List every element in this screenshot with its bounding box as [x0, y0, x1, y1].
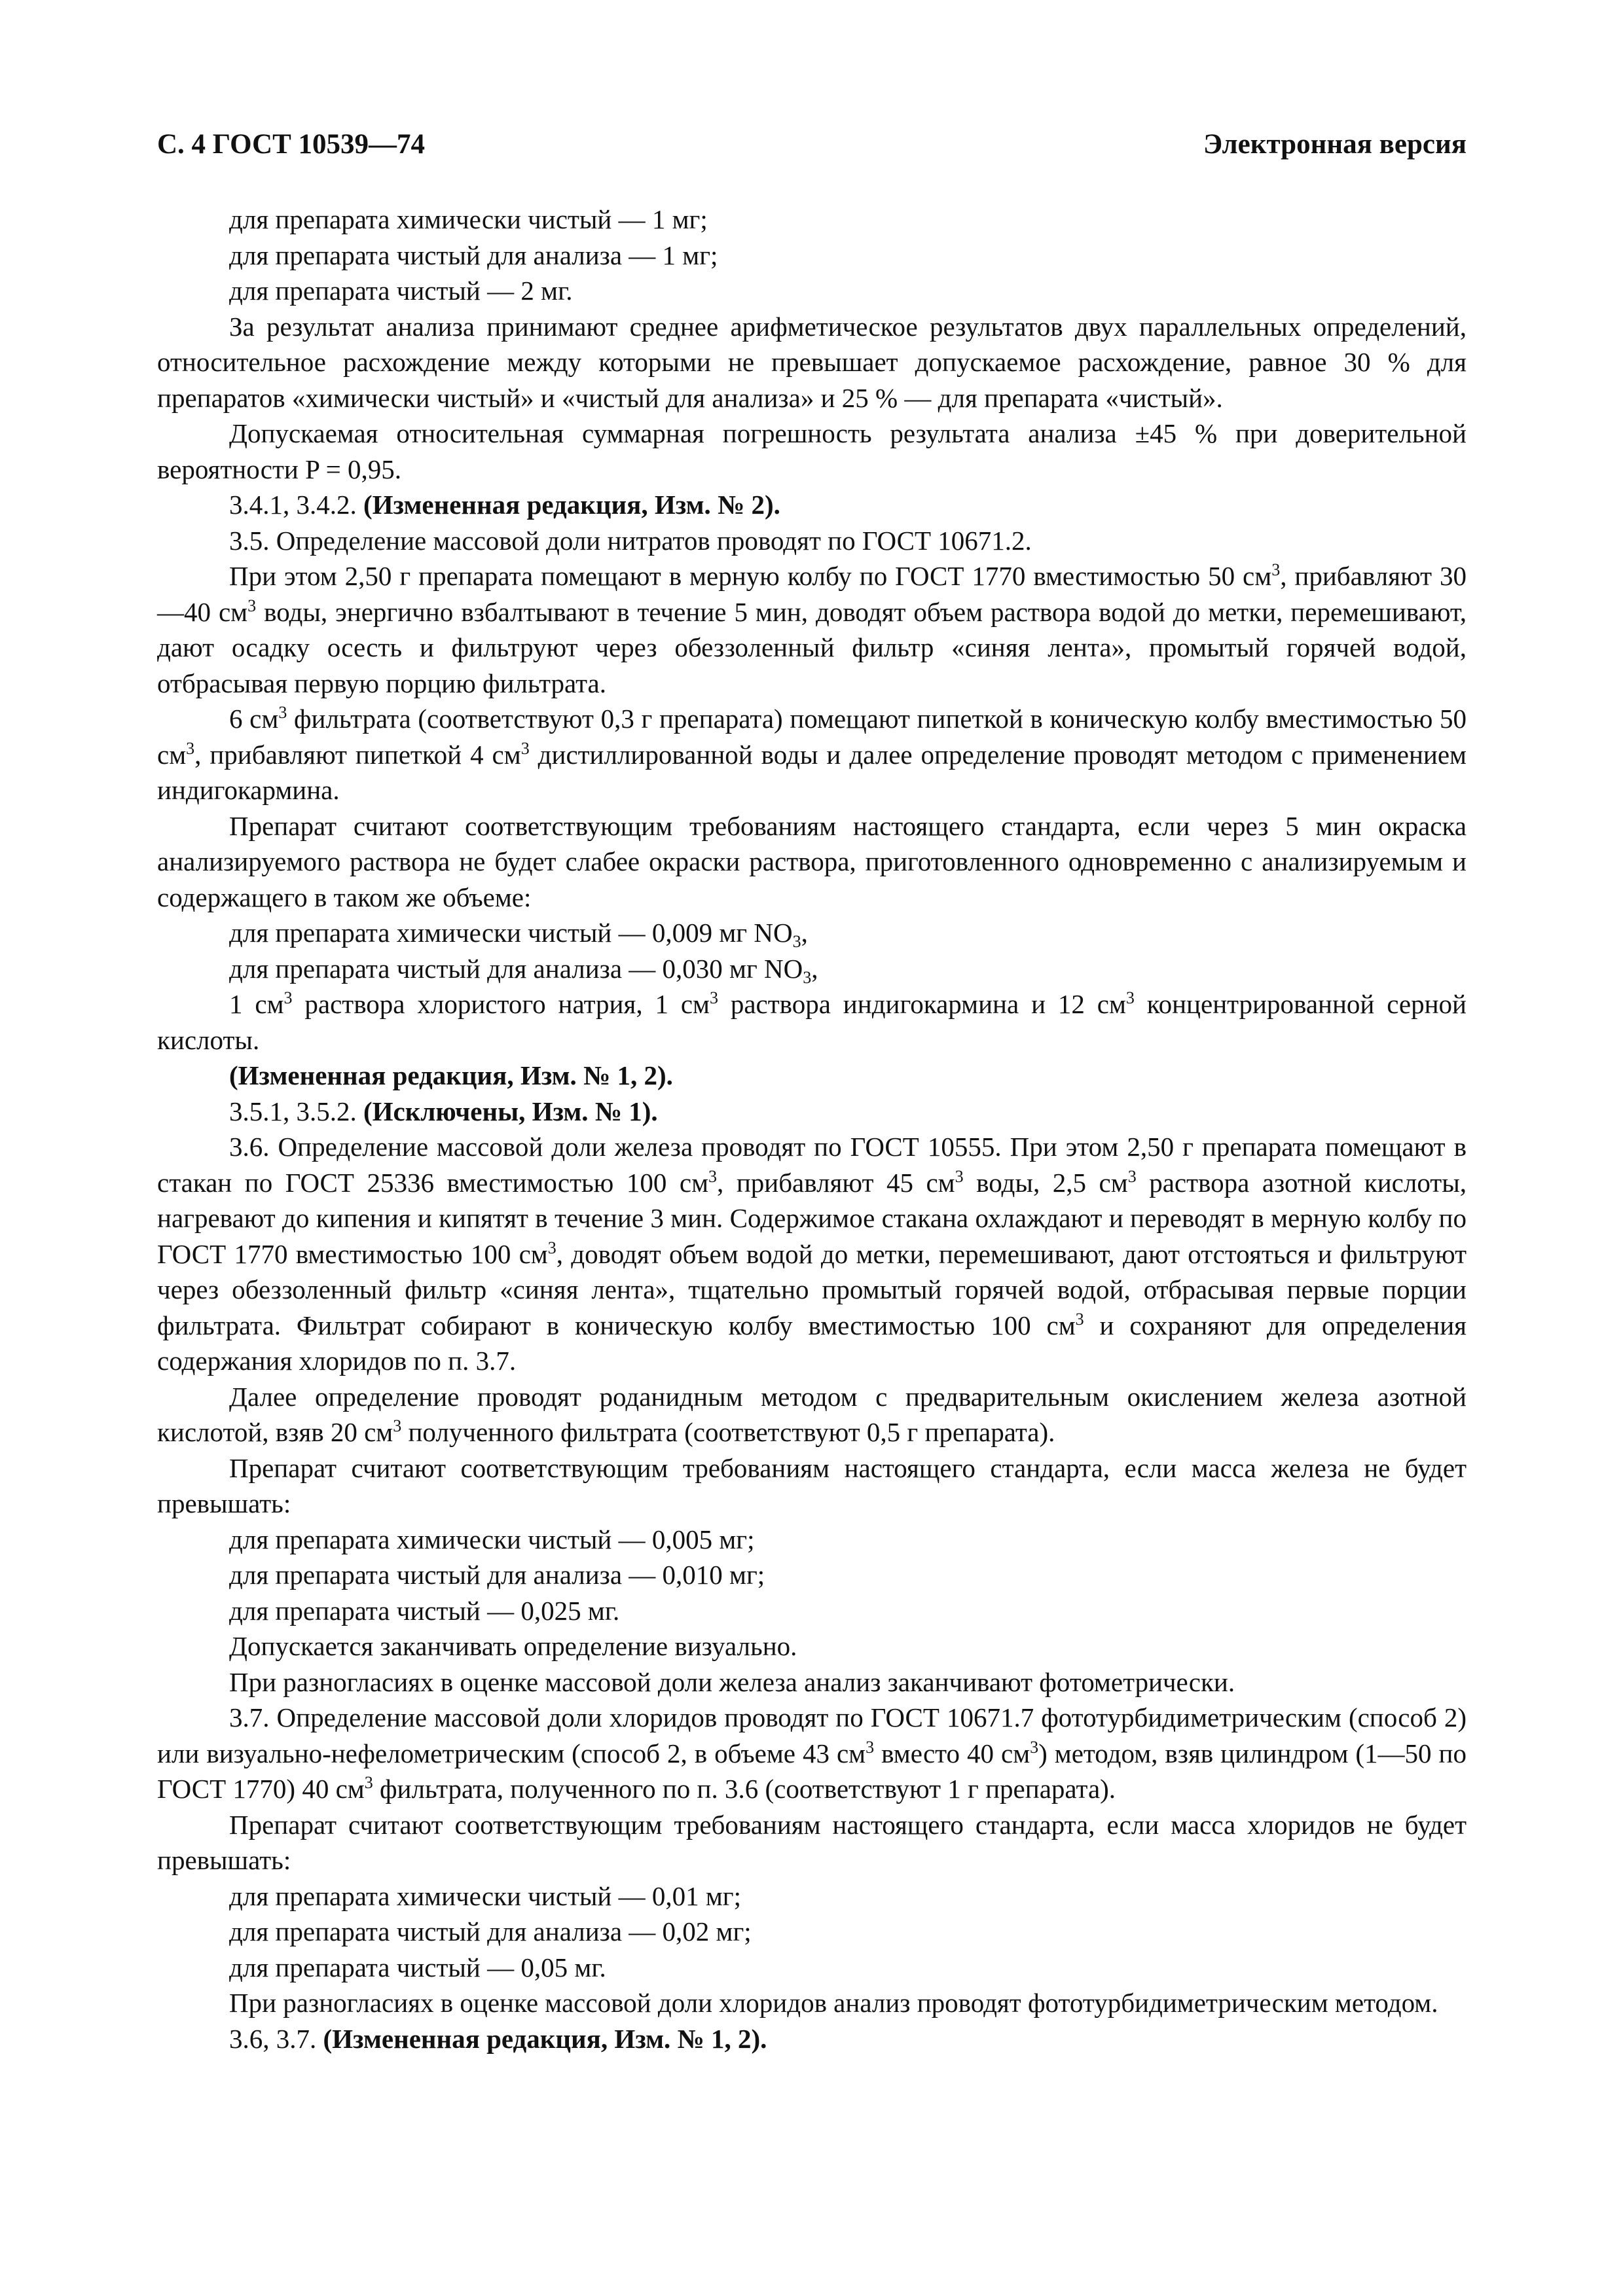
paragraph: При разногласиях в оценке массовой доли железа анализ заканчивают фотометрически. [229, 1666, 1235, 1697]
paragraph: для препарата чистый — 0,025 мг. [229, 1595, 620, 1626]
paragraph: При этом 2,50 г препарата помещают в мерную колбу по ГОСТ 1770 вместимостью 50 $см^3$, прибавляют 30—40 $см^3$ воды, энергично взбалтывают в течение 5 мин, доводят объем раствора водой до метки, перемешивают, дают осадку осесть и фильтруют через обеззоленный фильтр «синяя лента», промытый горячей водой, отбрасывая первую порцию фильтрата. [157, 560, 1467, 698]
paragraph: 3.6. Определение массовой доли железа проводят по ГОСТ 10555. При этом 2,50 г препарата помещают в стакан по ГОСТ 25336 вместимостью 100 $см^3$, прибавляют 45 $см^3$ воды, 2,5 $см^3$ раствора азотной кислоты, нагревают до кипения и кипятят в течение 3 мин. Содержимое стакана охлаждают и переводят в мерную колбу по ГОСТ 1770 вместимостью 100 $см^3$, доводят объем водой до метки, перемешивают, дают отстояться и фильтруют через обеззоленный фильтр «синяя лента», тщательно промытый горячей водой, отбрасывая первые порции фильтрата. Фильтрат собирают в коническую колбу вместимостью 100 $см^3$ и сохраняют для определения содержания хлоридов по п. 3.7. [157, 1132, 1467, 1376]
paragraph: 1 $см^3$ раствора хлористого натрия, 1 $см^3$ раствора индигокармина и 12 $см^3$ концентрированной серной кислоты. [157, 988, 1467, 1055]
document-reference: С. 4 ГОСТ 10539—74 [157, 129, 426, 160]
paragraph: Допускается заканчивать определение визуально. [229, 1631, 797, 1661]
document-body [157, 202, 1467, 2056]
amendment-note: 3.4.1, 3.4.2. (Измененная редакция, Изм. № 2). [229, 490, 780, 520]
paragraph: 6 $см^3$ фильтрата (соответствуют 0,3 г препарата) помещают пипеткой в коническую колбу вместимостью 50 $см^3$, прибавляют пипеткой 4 $см^3$ дистиллированной воды и далее определение проводят методом с применением индигокармина. [157, 703, 1467, 805]
paragraph: 3.7. Определение массовой доли хлоридов проводят по ГОСТ 10671.7 фототурбидиметрическим (способ 2) или визуально-нефелометрическим (способ 2, в объеме 43 $см^3$ вместо 40 $см^3$) методом, взяв цилиндром (1—50 по ГОСТ 1770) 40 $см^3$ фильтрата, полученного по п. 3.6 (соответствуют 1 г препарата). [157, 1702, 1467, 1804]
paragraph: для препарата химически чистый — 0,005 мг; [229, 1524, 755, 1554]
paragraph: для препарата чистый — 0,05 мг. [229, 1952, 606, 1982]
amendment-note: 3.6, 3.7. (Измененная редакция, Изм. № 1, 2). [229, 2023, 767, 2054]
paragraph: для препарата химически чистый — 1 мг; [229, 204, 708, 234]
paragraph: для препарата чистый для анализа — 0,010 мг; [229, 1560, 765, 1590]
paragraph: для препарата чистый — 2 мг. [229, 276, 573, 306]
paragraph: Далее определение проводят роданидным методом с предварительным окислением железа азотной кислотой, взяв 20 $см^3$ полученного фильтрата (соответствуют 0,5 г препарата). [157, 1381, 1467, 1447]
paragraph: Допускаемая относительная суммарная погрешность результата анализа ±45 % при доверительной вероятности P = 0,95. [157, 418, 1467, 484]
paragraph: для препарата чистый для анализа — 0,02 мг; [229, 1916, 752, 1946]
paragraph: Препарат считают соответствующим требованиям настоящего стандарта, если масса железа не будет превышать: [157, 1452, 1467, 1518]
version-label: Электронная версия [1203, 129, 1467, 160]
paragraph: для препарата чистый для анализа — 1 мг; [229, 240, 718, 270]
paragraph: Препарат считают соответствующим требованиям настоящего стандарта, если масса хлоридов не будет превышать: [157, 1809, 1467, 1875]
paragraph: При разногласиях в оценке массовой доли хлоридов анализ проводят фототурбидиметрическим методом. [229, 1988, 1438, 2018]
paragraph: За результат анализа принимают среднее арифметическое результатов двух параллельных определений, относительное расхождение между которыми не превышает допускаемое расхождение, равное 30 % для препаратов «химически чистый» и «чистый для анализа» и 25 % — для препарата «чистый». [157, 311, 1467, 413]
amendment-note: 3.5.1, 3.5.2. (Исключены, Изм. № 1). [229, 1096, 658, 1126]
section-heading: 3.5. Определение массовой доли нитратов проводят по ГОСТ 10671.2. [229, 525, 1032, 556]
amendment-note: (Измененная редакция, Изм. № 1, 2). [229, 1060, 673, 1090]
page-header [157, 128, 1467, 165]
paragraph: для препарата химически чистый — 0,009 мг $NO_3$, [229, 918, 808, 951]
paragraph: для препарата чистый для анализа — 0,030 мг $NO_3$, [229, 953, 818, 987]
paragraph: для препарата химически чистый — 0,01 мг; [229, 1880, 742, 1911]
paragraph: Препарат считают соответствующим требованиям настоящего стандарта, если через 5 мин окраска анализируемого раствора не будет слабее окраски раствора, приготовленного одновременно с анализируемым и содержащего в таком же объеме: [157, 810, 1467, 912]
